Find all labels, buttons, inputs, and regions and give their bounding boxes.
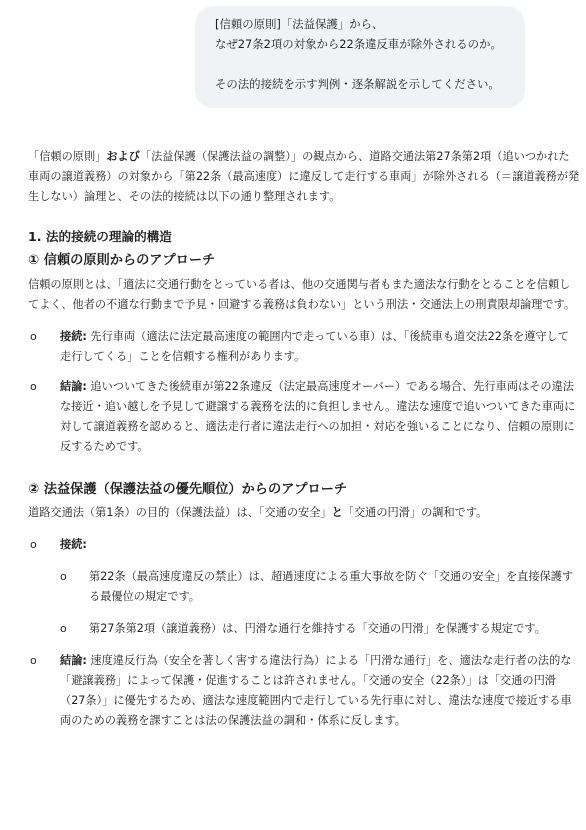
subsection-heading: ② 法益保護（保護法益の優先順位）からのアプローチ [28,482,348,497]
nested-list-item [28,619,580,639]
bullet-label: 接続: [60,538,87,551]
body-paragraph: 信頼の原則とは、「適法に交通行動をとっている者は、他の交通関与者もまた適法な行動をとることを信頼してよく、他者の不適な行動まで予見・回避する義務は負わない」という刑法・交通法上の刑責限却論理です。 [28,278,576,311]
intro-term: 「信頼の原則」 [28,150,107,163]
intro-paragraph [28,147,580,207]
bullet-marker: o [30,380,37,393]
body-text: 道路交通法（第1条）の目的（保護法益）は、「交通の安全」 [28,506,332,519]
list-item [28,535,580,555]
bullet-label: 接続: [60,330,87,343]
user-message-line: [信頼の原則]「法益保護」から、 [215,17,384,31]
bullet-marker: o [30,330,37,343]
bullet-marker: o [60,622,67,635]
bullet-label: 結論: [60,380,87,393]
bullet-text: 先行車両（適法に法定最高速度の範囲内で走っている車）は、「後続車も道交法22条を遵守して走行してくる」ことを信頼する権利があります。 [60,330,569,363]
bullet-marker: o [30,538,37,551]
list-item [28,651,580,731]
user-message-line: なぜ27条2項の対象から22条違反車が除外されるのか。 [215,37,502,51]
body-paragraph [28,503,580,523]
bullet-label: 結論: [60,654,87,667]
intro-text: 「法益保護（保護法益の調整）」の観点から、道路交通法第27条第2項（追いつかれた車両の譲道義務）の対象から「第22条（最高速度）に違反して走行する車両」が除外される（＝譲道義務が発生しない）論理と、その法的接続は以下の通り整理されます。 [28,150,580,203]
assistant-response [28,147,580,731]
nested-list-item [28,567,580,607]
intro-bold: および [106,150,140,163]
body-bold: と [331,506,343,519]
bullet-text: 追いついてきた後続車が第22条違反（法定最高速度オーバー）である場合、先行車両はその違法な接近・追い越しを予見して避譲する義務を法的に負担しません。違法な速度で追いついてきた車両に対して譲道義務を認めると、適法走行者に違法走行への加担・対応を強いることになり、信頼の原則に反するためです。 [60,380,576,453]
subsection-heading: ① 信頼の原則からのアプローチ [28,253,216,268]
bullet-marker: o [60,570,67,583]
list-item [28,377,580,457]
bullet-text: 第22条（最高速度違反の禁止）は、超過速度による重大事故を防ぐ「交通の安全」を直接保護する最優位の規定です。 [89,570,574,603]
bullet-text: 速度違反行為（安全を著しく害する違法行為）による「円滑な通行」を、適法な走行者の法的な「避譲義務」によって保護・促進することは許されません。「交通の安全（22条）」は「交通の円滑（27条）」に優先するため、適法な速度範囲内で走行している先行車に対し、違法な速度で接近する車両のための義務を課すことは法の保護法益の調和・体系に反します。 [60,654,572,727]
section-heading: 1. 法的接続の理論的構造 [28,229,172,244]
user-message-line: その法的接続を示す判例・逐条解説を示してください。 [215,77,500,91]
bullet-marker: o [30,654,37,667]
bullet-text: 第27条第2項（譲道義務）は、円滑な通行を維持する「交通の円滑」を保護する規定です。 [89,622,546,635]
user-message-bubble [195,6,525,108]
list-item [28,327,580,367]
body-text: 「交通の円滑」の調和です。 [342,506,488,519]
